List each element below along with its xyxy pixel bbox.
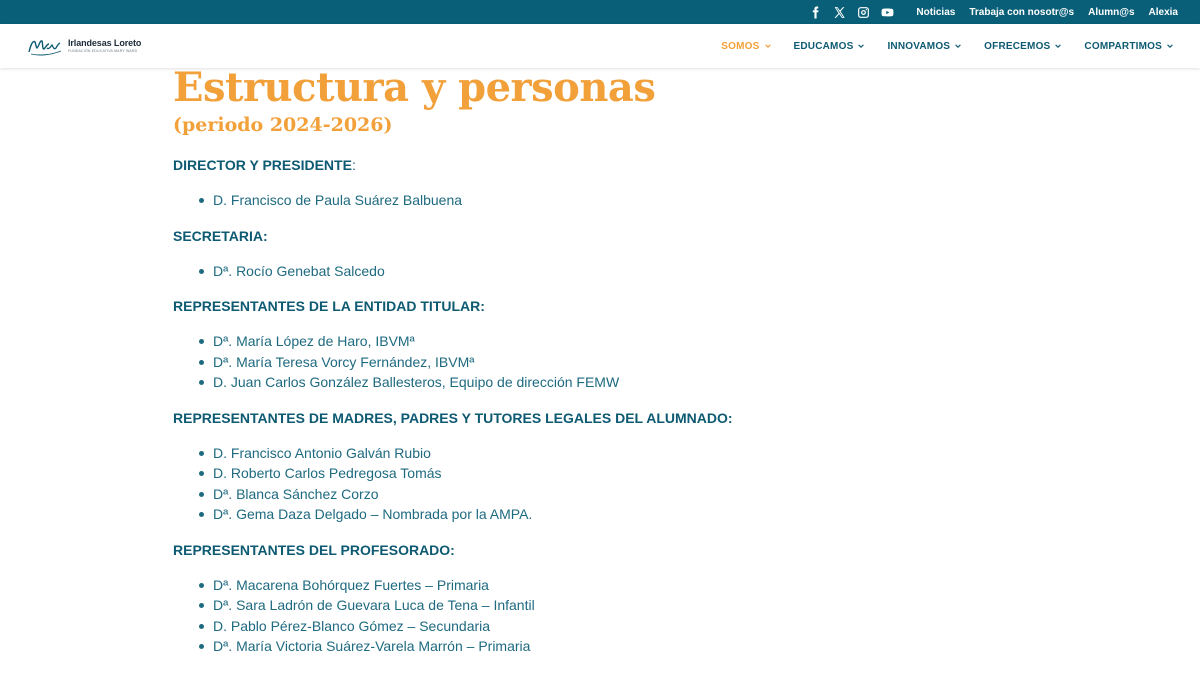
people-list xyxy=(195,575,1053,657)
nav-educamos-label: EDUCAMOS xyxy=(793,40,854,52)
nav-educamos[interactable] xyxy=(794,41,866,52)
site-logo[interactable] xyxy=(27,34,141,58)
people-list xyxy=(195,331,1053,393)
chevron-down-icon xyxy=(954,42,962,50)
social-links xyxy=(808,5,894,19)
section-director xyxy=(173,156,1053,211)
top-link-noticias[interactable]: Noticias xyxy=(916,6,956,18)
nav-ofrecemos[interactable] xyxy=(984,41,1062,52)
list-item: Dª. María Victoria Suárez-Varela Marrón – Primaria xyxy=(195,636,1053,657)
list-item: Dª. María Teresa Vorcy Fernández, IBVMª xyxy=(195,352,1053,373)
page-subtitle: (periodo 2024-2026) xyxy=(173,114,393,136)
logo-name: Irlandesas Loreto xyxy=(68,37,142,48)
list-item: Dª. María López de Haro, IBVMª xyxy=(195,331,1053,352)
section-title: REPRESENTANTES DEL PROFESORADO: xyxy=(173,541,455,558)
top-link-trabaja[interactable]: Trabaja con nosotr@s xyxy=(969,6,1075,18)
top-bar xyxy=(0,0,1200,24)
section-secretaria xyxy=(173,227,1053,282)
people-list xyxy=(195,261,1053,282)
top-link-alumnos[interactable]: Alumn@s xyxy=(1088,6,1135,18)
chevron-down-icon xyxy=(1166,42,1174,50)
list-item: Dª. Blanca Sánchez Corzo xyxy=(195,484,1053,505)
section-title: REPRESENTANTES DE LA ENTIDAD TITULAR: xyxy=(173,298,485,314)
top-links xyxy=(916,7,1178,18)
nav-somos[interactable] xyxy=(721,41,771,52)
section-profesorado xyxy=(173,541,1053,657)
facebook-icon[interactable] xyxy=(808,5,822,19)
nav-compartimos[interactable] xyxy=(1084,41,1174,52)
page-title: Estructura y personas xyxy=(173,64,656,111)
nav-somos-label: SOMOS xyxy=(721,40,760,52)
list-item: D. Francisco Antonio Galván Rubio xyxy=(195,443,1053,464)
nav-innovamos-label: INNOVAMOS xyxy=(887,40,951,52)
chevron-down-icon xyxy=(857,42,865,50)
main-header xyxy=(0,24,1200,68)
youtube-icon[interactable] xyxy=(880,5,894,19)
nav-ofrecemos-label: OFRECEMOS xyxy=(984,40,1051,52)
list-item: D. Pablo Pérez-Blanco Gómez – Secundaria xyxy=(195,616,1053,637)
list-item: D. Roberto Carlos Pedregosa Tomás xyxy=(195,463,1053,484)
section-title xyxy=(173,156,1053,174)
nav-innovamos[interactable] xyxy=(887,41,962,52)
list-item: Dª. Gema Daza Delgado – Nombrada por la AMPA. xyxy=(195,504,1053,525)
section-title-colon: : xyxy=(351,157,356,173)
list-item: Dª. Sara Ladrón de Guevara Luca de Tena – Infantil xyxy=(195,595,1053,616)
section-entidad-titular xyxy=(173,297,1053,393)
instagram-icon[interactable] xyxy=(856,5,870,19)
section-padres xyxy=(173,409,1053,525)
x-icon[interactable] xyxy=(832,5,846,19)
section-title-text: DIRECTOR Y PRESIDENTE xyxy=(173,157,352,173)
top-link-alexia[interactable]: Alexia xyxy=(1148,6,1178,18)
list-item: Dª. Macarena Bohórquez Fuertes – Primaria xyxy=(195,575,1053,596)
section-title: REPRESENTANTES DE MADRES, PADRES Y TUTORES LEGALES DEL ALUMNADO: xyxy=(173,409,733,426)
list-item: D. Juan Carlos González Ballesteros, Equipo de dirección FEMW xyxy=(195,372,1053,393)
chevron-down-icon xyxy=(1054,42,1062,50)
nav-compartimos-label: COMPARTIMOS xyxy=(1084,40,1162,52)
main-content xyxy=(173,64,1053,673)
people-list xyxy=(195,443,1053,525)
mary-ward-logo-icon xyxy=(27,34,65,58)
section-title: SECRETARIA: xyxy=(173,227,268,244)
list-item: D. Francisco de Paula Suárez Balbuena xyxy=(195,190,1053,211)
chevron-down-icon xyxy=(764,42,772,50)
logo-subtitle: FUNDACIÓN EDUCATIVA MARY WARD xyxy=(68,48,138,53)
people-list xyxy=(195,190,1053,211)
list-item: Dª. Rocío Genebat Salcedo xyxy=(195,261,1053,282)
main-nav xyxy=(721,41,1174,52)
